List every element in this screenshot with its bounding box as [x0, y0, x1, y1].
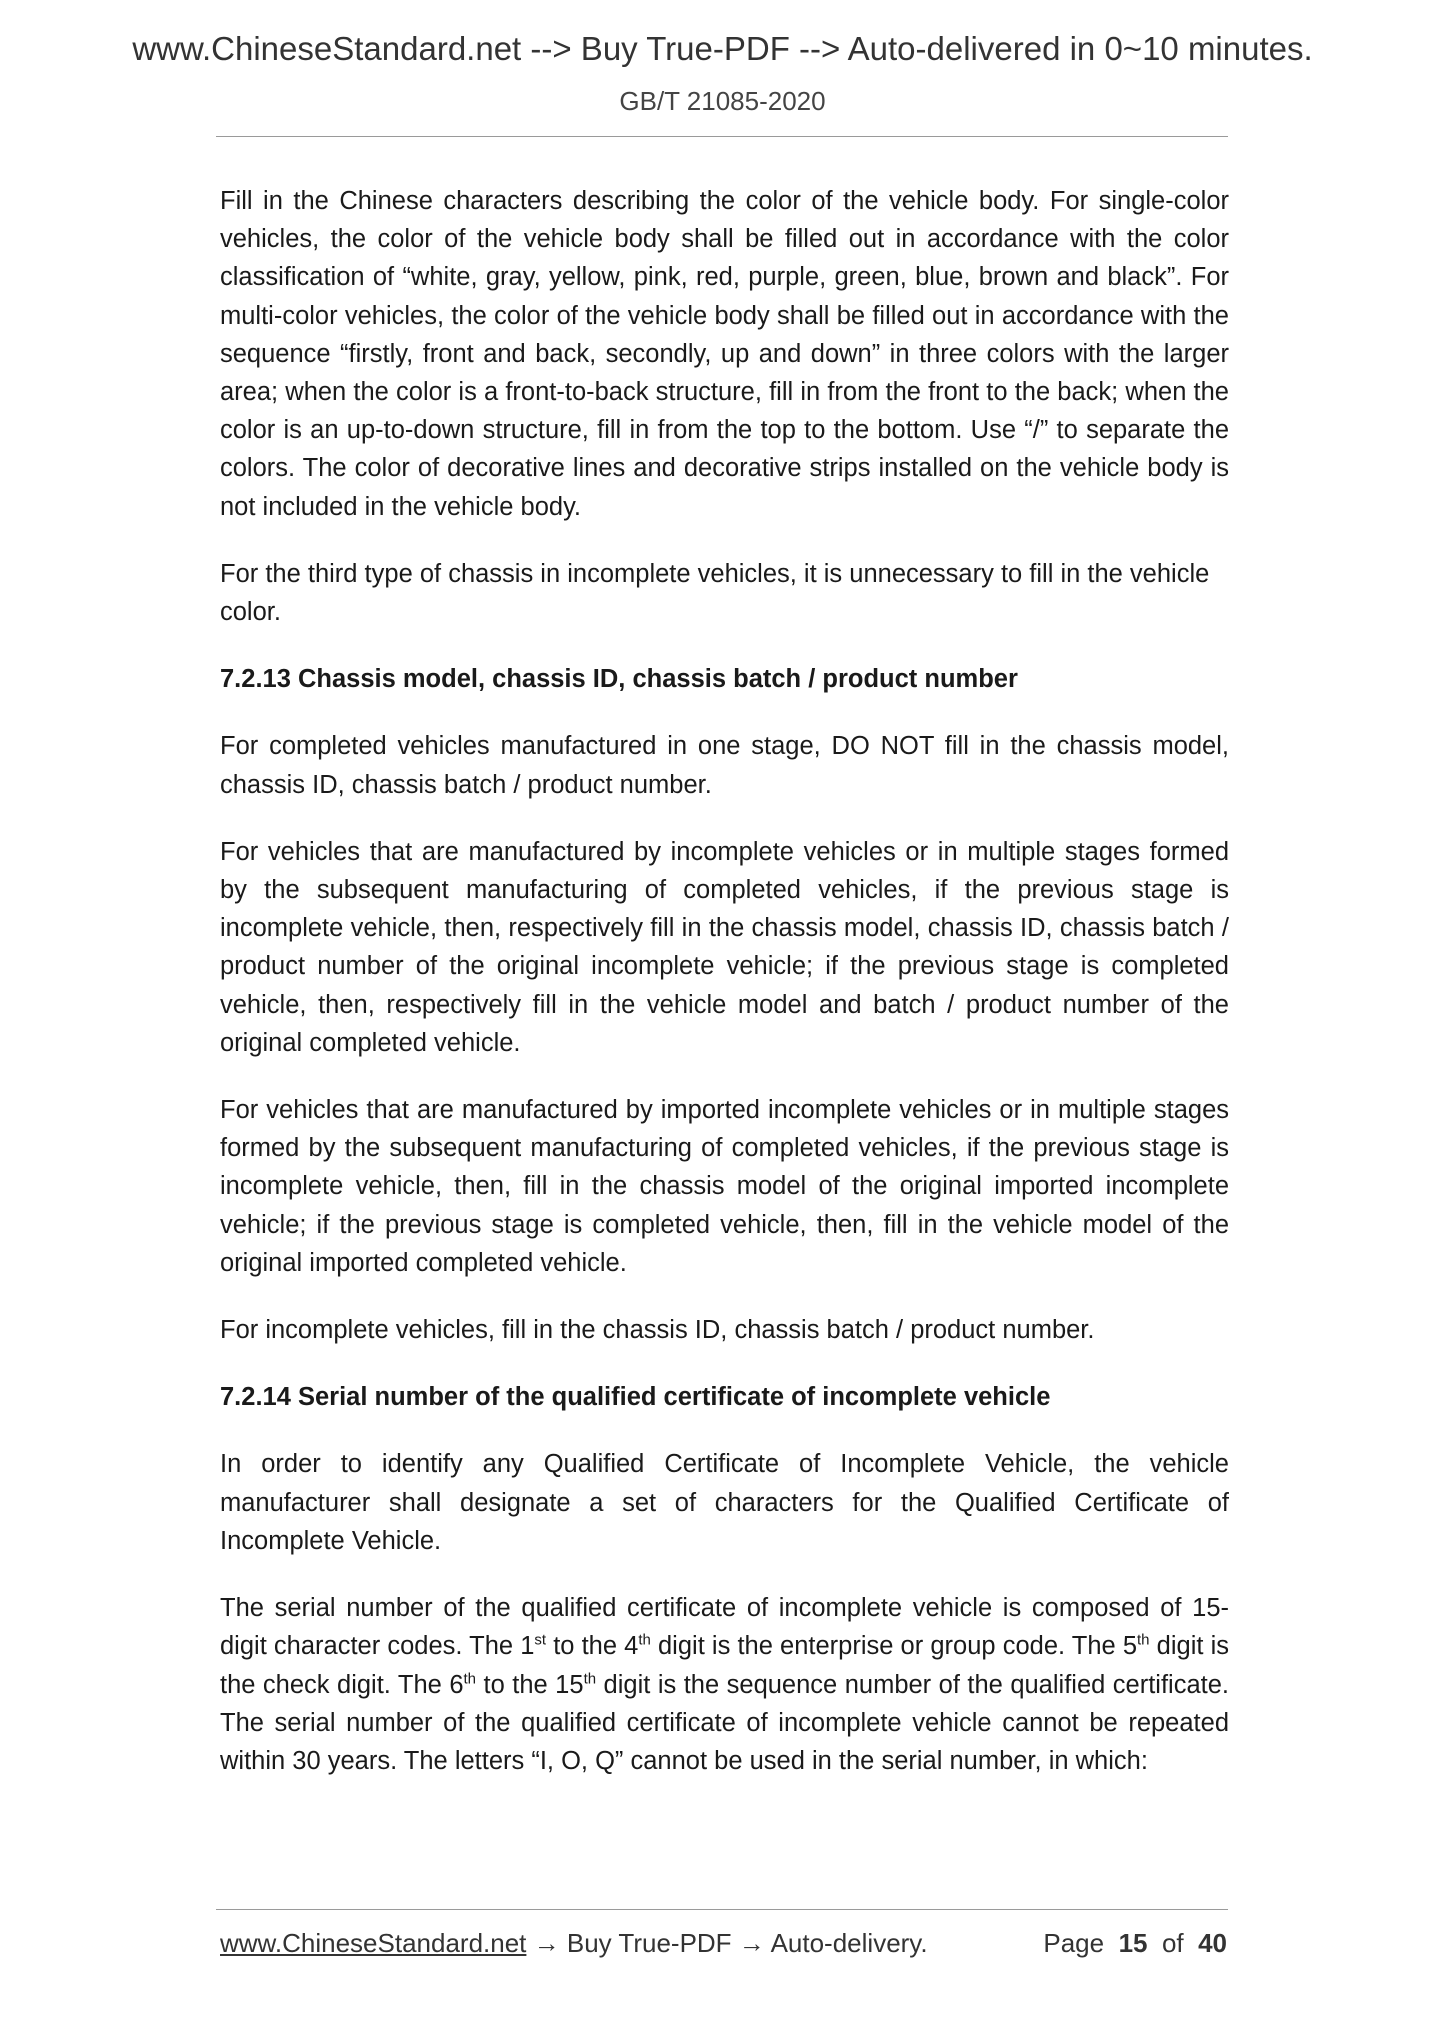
top-banner: www.ChineseStandard.net --> Buy True-PDF --> Auto-delivered in 0~10 minutes.: [132, 30, 1313, 67]
of-word: of: [1161, 1928, 1184, 1958]
text-segment: to the 15: [476, 1670, 584, 1699]
footer-left: [220, 1928, 928, 1959]
page-total: 40: [1198, 1928, 1227, 1958]
footer-tagline: → Buy True-PDF → Auto-delivery.: [526, 1928, 928, 1958]
paragraph-third-type-chassis: For the third type of chassis in incomplete vehicles, it is unnecessary to fill in the vehicle color.: [220, 559, 1210, 627]
page-indicator: [1043, 1928, 1227, 1959]
text-segment: to the 4: [546, 1632, 639, 1661]
paragraph-imported-vehicles: For vehicles that are manufactured by imported incomplete vehicles or in multiple stages formed by the subsequent manufacturing of completed vehicles, if the previous stage is incomplete vehicle, then, fill in the chassis model of the original imported incomplete vehicle; if the previous stage is completed vehicle, then, fill in the vehicle model of the original imported completed vehicle.: [220, 1096, 1229, 1277]
paragraph-one-stage-vehicles: For completed vehicles manufactured in one stage, DO NOT fill in the chassis model, chassis ID, chassis batch / product number.: [220, 732, 1229, 799]
page-word: Page: [1043, 1928, 1105, 1958]
paragraph-vehicle-color: Fill in the Chinese characters describing the color of the vehicle body. For single-color vehicles, the color of the vehicle body shall be filled out in accordance with the color classification of “white, gray, yellow, pink, red, purple, green, blue, brown and black”. For multi-color vehicles, the color of the vehicle body shall be filled out in accordance with the sequence “firstly, front and back, secondly, up and down” in three colors with the larger area; when the color is a front-to-back structure, fill in from the front to the back; when the color is an up-to-down structure, fill in from the top to the bottom. Use “/” to separate the colors. The color of decorative lines and decorative strips installed on the vehicle body is not included in the vehicle body.: [220, 187, 1229, 521]
ordinal-suffix: st: [534, 1631, 547, 1649]
paragraph-incomplete-vehicles: For incomplete vehicles, fill in the chassis ID, chassis batch / product number.: [220, 1316, 1095, 1345]
ordinal-suffix: th: [583, 1670, 597, 1687]
page-content: [220, 182, 1229, 1809]
paragraph-certificate-designation: In order to identify any Qualified Certificate of Incomplete Vehicle, the vehicle manufacturer shall designate a set of characters for the Qualified Certificate of Incomplete Vehicle.: [220, 1450, 1229, 1555]
document-code: GB/T 21085-2020: [619, 86, 826, 116]
ordinal-suffix: th: [638, 1631, 651, 1649]
header-divider: [216, 136, 1228, 137]
ordinal-suffix: th: [463, 1670, 477, 1687]
text-segment: digit is the check digit. The 6: [220, 1632, 1229, 1699]
page-number: 15: [1118, 1928, 1148, 1958]
paragraph-multi-stage-vehicles: For vehicles that are manufactured by incomplete vehicles or in multiple stages formed by the subsequent manufacturing of completed vehicles, if the previous stage is incomplete vehicle, then, respectively fill in the chassis model, chassis ID, chassis batch / product number of the original incomplete vehicle; if the previous stage is completed vehicle, then, respectively fill in the vehicle model and batch / product number of the original completed vehicle.: [220, 837, 1229, 1057]
footer-divider: [216, 1909, 1228, 1910]
section-heading-7-2-13: 7.2.13 Chassis model, chassis ID, chassis batch / product number: [220, 665, 1018, 694]
text-segment: digit is the sequence number of the qualified certificate. The serial number of the qualified certificate of incomplete vehicle cannot be repeated within 30 years. The letters “I, O, Q” cannot be used in the serial number, in which:: [220, 1670, 1229, 1775]
paragraph-serial-number-format: [220, 1589, 1229, 1780]
text-segment: The serial number of the qualified certificate of incomplete vehicle is composed of 15-digit character codes. The 1: [220, 1594, 1229, 1661]
text-segment: digit is the enterprise or group code. The 5: [650, 1632, 1138, 1661]
ordinal-suffix: th: [1137, 1631, 1150, 1649]
section-heading-7-2-14: 7.2.14 Serial number of the qualified certificate of incomplete vehicle: [220, 1383, 1051, 1412]
footer-site-link[interactable]: www.ChineseStandard.net: [220, 1928, 527, 1958]
